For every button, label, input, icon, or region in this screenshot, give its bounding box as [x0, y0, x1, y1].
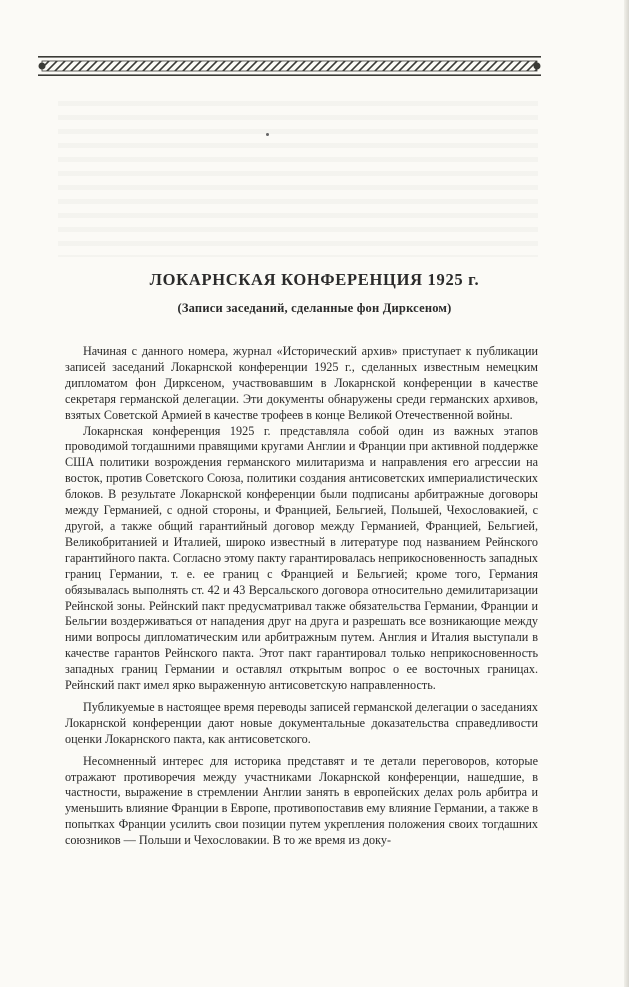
ornamental-header-rule	[38, 56, 541, 76]
article-title: ЛОКАРНСКАЯ КОНФЕРЕНЦИЯ 1925 г.	[149, 270, 480, 289]
article-subtitle: (Записи заседаний, сделанные фон Дирксеном)	[177, 301, 452, 315]
paragraph: Начиная с данного номера, журнал «Исторический архив» приступает к публикации записей заседаний Локарнской конференции 1925 г., сделанных известным немецким дипломатом фон Дирксеном, участвовавшим в Локарнской конференции в качестве секретаря германской делегации. Эти документы обнаружены среди германских архивов, взятых Советской Армией в качестве трофеев в конце Великой Отечественной войны.	[65, 344, 538, 422]
paragraph: Локарнская конференция 1925 г. представляла собой один из важных этапов проводимой тогдашними правящими кругами Англии и Франции при активной поддержке США политики возрождения германского милитаризма и направления его агрессии на восток, против Советского Союза, политики создания антисоветских империалистических блоков. В результате Локарнской конференции были подписаны арбитражные договоры между Германией, с одной стороны, и Францией, Бельгией, Польшей, Чехословакией, с другой, а также общий гарантийный договор между Германией, Францией, Бельгией, Великобританией и Италией, широко известный в литературе под названием Рейнского гарантийного пакта. Согласно этому пакту гарантировалась неприкосновенность западных границ Германии, т. е. ее границ с Францией и Бельгией; кроме того, Германия обязывалась выполнять ст. 42 и 43 Версальского договора относительно демилитаризации Рейнской зоны. Рейнский пакт предусматривал также обязательства Германии, Франции и Бельгии воздерживаться от нападения друг на друга и разрешать все возникающие между ними вопросы дипломатическим или арбитражным путем. Англия и Италия выступали в качестве гарантов Рейнского пакта. Этот пакт гарантировал только неприкосновенность западных границ Германии и оставлял открытым вопрос о ее восточных границах. Рейнский пакт имел ярко выраженную антисоветскую направленность.	[65, 423, 538, 693]
paragraph: Публикуемые в настоящее время переводы записей германской делегации о заседаниях Локарнской конференции дают новые документальные доказательства справедливости оценки Локарнского пакта, как антисоветского.	[65, 699, 538, 746]
small-dot-icon	[266, 133, 269, 136]
show-through-text	[58, 92, 538, 257]
article-body	[65, 344, 538, 849]
page-edge	[624, 0, 629, 987]
paragraph: Несомненный интерес для историка представят и те детали переговоров, которые отражают противоречия между участниками Локарнской конференции, нашедшие, в частности, выражение в стремлении Англии занять в европейских делах роль арбитра и уменьшить влияние Франции в Европе, противопоставив ему влияние Германии, а также в попытках Франции усилить свои позиции путем укрепления положения своих тогдашних союзников — Польши и Чехословакии. В то же время из доку-	[65, 753, 538, 848]
